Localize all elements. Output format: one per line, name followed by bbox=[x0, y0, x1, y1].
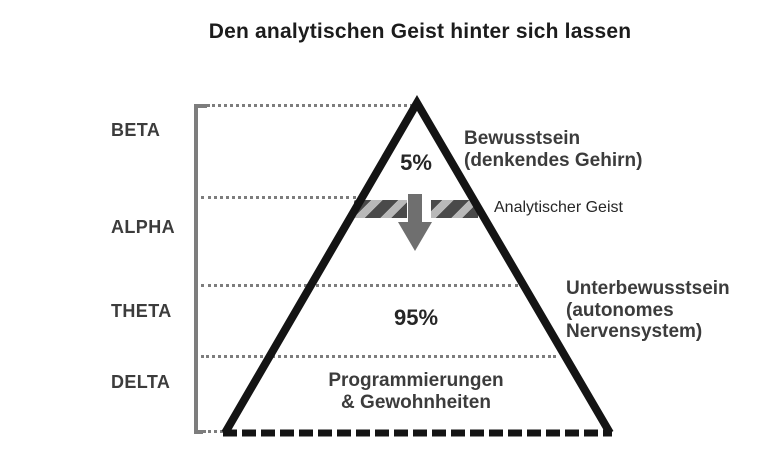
subconscious-share-value: 95% bbox=[393, 305, 439, 330]
subconscious-label bbox=[566, 278, 730, 343]
base-caption-line1: Programmierungen bbox=[328, 370, 504, 391]
conscious-label-line2: (denkendes Gehirn) bbox=[464, 149, 643, 171]
brainwave-label-theta: THETA bbox=[111, 301, 172, 321]
subconscious-label-line1: Unterbewusstsein bbox=[566, 278, 730, 299]
conscious-share-value: 5% bbox=[400, 150, 432, 175]
base-caption bbox=[328, 370, 503, 414]
subconscious-label-line2: (autonomes bbox=[566, 299, 674, 321]
conscious-label bbox=[464, 128, 642, 171]
brainwave-label-delta: DELTA bbox=[111, 372, 171, 392]
page-title: Den analytischen Geist hinter sich lassen bbox=[208, 20, 632, 43]
base-caption-line2: & Gewohnheiten bbox=[341, 392, 491, 414]
down-arrow-icon bbox=[398, 194, 432, 251]
brainwave-label-alpha: ALPHA bbox=[111, 217, 175, 237]
subconscious-label-line3: Nervensystem) bbox=[566, 321, 703, 343]
brainwave-label-beta: BETA bbox=[111, 120, 161, 140]
conscious-label-line1: Bewusstsein bbox=[464, 128, 581, 149]
analytical-mind-label: Analytischer Geist bbox=[494, 199, 623, 216]
